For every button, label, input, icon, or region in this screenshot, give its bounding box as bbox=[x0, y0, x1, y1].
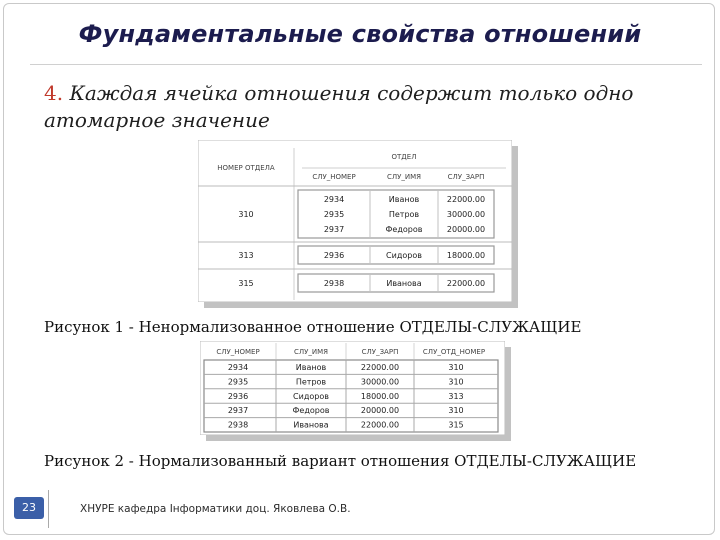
f2-cell: 2936 bbox=[227, 391, 249, 401]
emp-name-cell: Петров bbox=[388, 210, 420, 219]
emp-number-cell: 2936 bbox=[323, 251, 345, 260]
property-statement bbox=[44, 80, 694, 134]
f2-header-emp-name: СЛУ_ИМЯ bbox=[293, 348, 329, 356]
slide-title: Фундаментальные свойства отношений bbox=[78, 20, 642, 48]
header-dept-number: НОМЕР ОТДЕЛА bbox=[217, 164, 275, 172]
footer-divider bbox=[48, 490, 49, 528]
f2-cell: 22000.00 bbox=[360, 420, 400, 430]
dept-cell: 313 bbox=[238, 251, 254, 260]
figure2-caption: Рисунок 2 - Нормализованный вариант отношения ОТДЕЛЫ-СЛУЖАЩИЕ bbox=[44, 452, 637, 470]
dept-cell: 315 bbox=[238, 279, 254, 288]
header-emp-number: СЛУ_НОМЕР bbox=[312, 173, 356, 181]
emp-name-cell: Сидоров bbox=[386, 251, 422, 260]
f2-header-dept-number: СЛУ_ОТД_НОМЕР bbox=[422, 348, 486, 356]
header-emp-name: СЛУ_ИМЯ bbox=[386, 173, 422, 181]
f2-header-emp-salary: СЛУ_ЗАРП bbox=[361, 348, 399, 356]
property-number: 4. bbox=[44, 81, 64, 105]
f2-cell: 22000.00 bbox=[360, 363, 400, 372]
f2-cell: Петров bbox=[295, 377, 327, 387]
figure1-table bbox=[198, 140, 512, 302]
page-number-badge: 23 bbox=[14, 497, 44, 519]
emp-name-cell: Федоров bbox=[385, 225, 423, 234]
emp-number-cell: 2938 bbox=[323, 279, 345, 288]
f2-cell: 313 bbox=[448, 391, 464, 401]
f2-cell: 2938 bbox=[227, 420, 249, 430]
title-divider bbox=[30, 64, 702, 65]
f2-cell: Сидоров bbox=[293, 391, 329, 401]
f2-cell: Иванова bbox=[293, 420, 329, 430]
f2-cell: Федоров bbox=[292, 406, 330, 416]
emp-salary-cell: 22000.00 bbox=[446, 279, 486, 288]
header-group: ОТДЕЛ bbox=[391, 153, 417, 161]
f2-cell: 2935 bbox=[227, 377, 249, 387]
emp-name-cell: Иванова bbox=[386, 279, 422, 288]
emp-name-cell: Иванов bbox=[388, 195, 420, 204]
figure2-table bbox=[200, 341, 505, 435]
property-text: Каждая ячейка отношения содержит только одно атомарное значение bbox=[44, 81, 634, 132]
emp-number-cell: 2937 bbox=[323, 225, 345, 234]
f2-cell: 18000.00 bbox=[360, 391, 400, 401]
f2-cell: 30000.00 bbox=[360, 377, 400, 387]
footer-text: ХНУРЕ кафедра Інформатики доц. Яковлева О.В. bbox=[80, 503, 351, 515]
emp-salary-cell: 30000.00 bbox=[446, 210, 486, 219]
f2-cell: 310 bbox=[448, 406, 464, 416]
f2-header-emp-number: СЛУ_НОМЕР bbox=[216, 348, 260, 356]
f2-cell: 310 bbox=[448, 363, 464, 372]
emp-number-cell: 2934 bbox=[323, 195, 345, 204]
emp-salary-cell: 22000.00 bbox=[446, 195, 486, 204]
header-emp-salary: СЛУ_ЗАРП bbox=[447, 173, 485, 181]
f2-cell: 315 bbox=[448, 420, 464, 430]
figure1-caption: Рисунок 1 - Ненормализованное отношение ОТДЕЛЫ-СЛУЖАЩИЕ bbox=[44, 318, 582, 336]
emp-number-cell: 2935 bbox=[323, 210, 345, 219]
f2-cell: Иванов bbox=[295, 363, 327, 372]
dept-cell: 310 bbox=[238, 210, 254, 219]
f2-cell: 310 bbox=[448, 377, 464, 387]
f2-cell: 20000.00 bbox=[360, 406, 400, 416]
f2-cell: 2934 bbox=[227, 363, 249, 372]
f2-cell: 2937 bbox=[227, 406, 249, 416]
emp-salary-cell: 18000.00 bbox=[446, 251, 486, 260]
emp-salary-cell: 20000.00 bbox=[446, 225, 486, 234]
